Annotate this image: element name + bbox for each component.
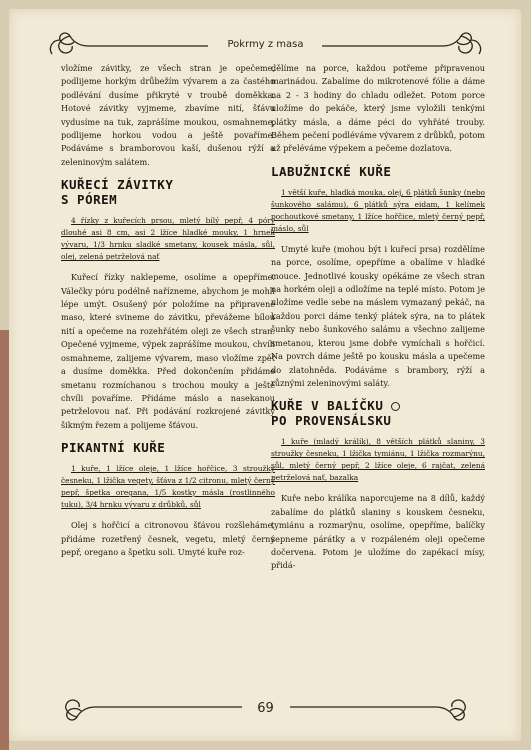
recipe-title-text: KUŘE V BALÍČKU: [271, 398, 384, 414]
running-header: Pokrmy z masa: [227, 39, 304, 50]
recipe-title-kureci-zavitky: [61, 177, 275, 207]
recipe-title-labuznicke-kure: LABUŽNICKÉ KUŘE: [271, 163, 392, 179]
recipe-title-line: S PÓREM: [61, 192, 118, 208]
ingredients-list: 1 kuře, 1 lžíce oleje, 1 lžíce hořčice, 3 stroužky česneku, 1 lžička vegety, šťáva z 1/2 citronu, mletý černý pepř, špetka oregana, 1/5 kostky másla (rostlinného tuku), 3/4 hrnku vývaru z drůbků, sůl: [61, 464, 275, 510]
recipe-instructions: Olej s hořčicí a citronovou šťávou rozšleháme, přidáme rozetřený česnek, vegetu, mletý černý pepř, oregano a špetku soli. Umyté kuře roz-: [61, 520, 275, 557]
recipe-title-line: [271, 398, 485, 413]
continued-recipe-text: dělíme na porce, každou potřeme připravenou marinádou. Zabalíme do mikrotenové fólie a dáme na 2 - 3 hodiny do chladu odležet. Potom porce uložíme do pekáče, který jsme vyložili tenkými plátky másla, a dáme péci do vyhřáté trouby. Během pečení podléváme vývarem z drůbků, potom už přeléváme výpekem a pečeme dozlatova.: [271, 63, 485, 154]
right-column: [271, 62, 485, 573]
header-ornament: [0, 0, 531, 70]
continued-recipe-text: vložíme závitky, ze všech stran je opečeme, podlijeme horkým drůbežím vývarem a za častého podlévání dusíme přikryté v troubě doměkka. Hotové závitky vyjmeme, zbavíme nití, šťávu vydusíme na tuk, zaprášíme moukou, osmahneme, podlijeme horkou vodou a ještě povaříme. Podáváme s bramborovou kaší, dušenou rýží a zeleninovým salátem.: [61, 63, 275, 167]
circle-marker-icon: [391, 402, 400, 411]
ingredients-list: 1 větší kuře, hladká mouka, olej, 6 plátků šunky (nebo šunkového salámu), 6 plátků sýra eidam, 1 kelímek pochoutkové smetany, 1 lžíce hořčice, mletý černý pepř, máslo, sůl: [271, 187, 485, 233]
recipe-title-line: PO PROVENSÁLSKU: [271, 413, 392, 429]
recipe-instructions: Kuřecí řízky naklepeme, osolíme a opepříme. Válečky póru podélně nařízneme, abychom je mohli lépe umýt. Osušený pór položíme na připravené maso, které svineme do závitku, převážeme bílou nití a opečeme na rozehřátém oleji ze všech stran. Opečené vyjmeme, výpek zaprášíme moukou, chvíli osmahneme, zalijeme vývarem, maso vložíme zpět a dusíme doměkka. Před dokončením přidáme smetanu rozmíchanou s trochou mouky a ještě chvíli povaříme. Přidáme máslo a nasekanou petrželovou nať. Při podávání rozkrojené závitky šikmým řezem a polijeme šťávou.: [61, 272, 275, 430]
left-column: [61, 62, 275, 559]
page-number: 69: [257, 701, 274, 716]
recipe-title-pikantni-kure: PIKANTNÍ KUŘE: [61, 440, 166, 456]
recipe-instructions: Kuře nebo králíka naporcujeme na 8 dílů, každý zabalíme do plátků slaniny s kouskem česneku, tymiánu a rozmarýnu, osolíme, opepříme, balíčky sepneme párátky a v rozpáleném oleji opečeme dočervena. Potom je uložíme do zapékací mísy, přidá-: [271, 493, 485, 571]
ingredients-list: 4 řízky z kuřecích prsou, mletý bílý pepř, 4 póry dlouhé asi 8 cm, asi 2 lžíce hladké mouky, 1 hrnek vývaru, 1/3 hrnku sladké smetany, kousek másla, sůl, olej, zelená petrželová nať: [61, 216, 275, 262]
recipe-title-kure-v-balicku: [271, 398, 485, 428]
recipe-title-line: KUŘECÍ ZÁVITKY: [61, 177, 174, 193]
recipe-instructions: Umyté kuře (mohou být i kuřecí prsa) rozdělíme na porce, osolíme, opepříme a obalíme v hladké mouce. Jednotlivé kousky opékáme ze všech stran na horkém oleji a odložíme na teplé místo. Potom je uložíme vedle sebe na máslem vymazaný pekáč, na každou porci dáme tenký plátek sýra, na to plátek šunky nebo šunkového salámu a všechno zalijeme smetanou, kterou jsme dobře vymíchali s hořčicí. Na povrch dáme ještě po kousku másla a upečeme do zlatohněda. Podáváme s brambory, rýží a různými zeleninovými saláty.: [271, 243, 485, 388]
ingredients-list: 1 kuře (mladý králík), 8 větších plátků slaniny, 3 stroužky česneku, 1 lžička tymiánu, 1 lžička rozmarýnu, sůl, mletý černý pepř, 2 lžíce oleje, 6 rajčat, zelená petrželová nať, bazalka: [271, 437, 485, 483]
